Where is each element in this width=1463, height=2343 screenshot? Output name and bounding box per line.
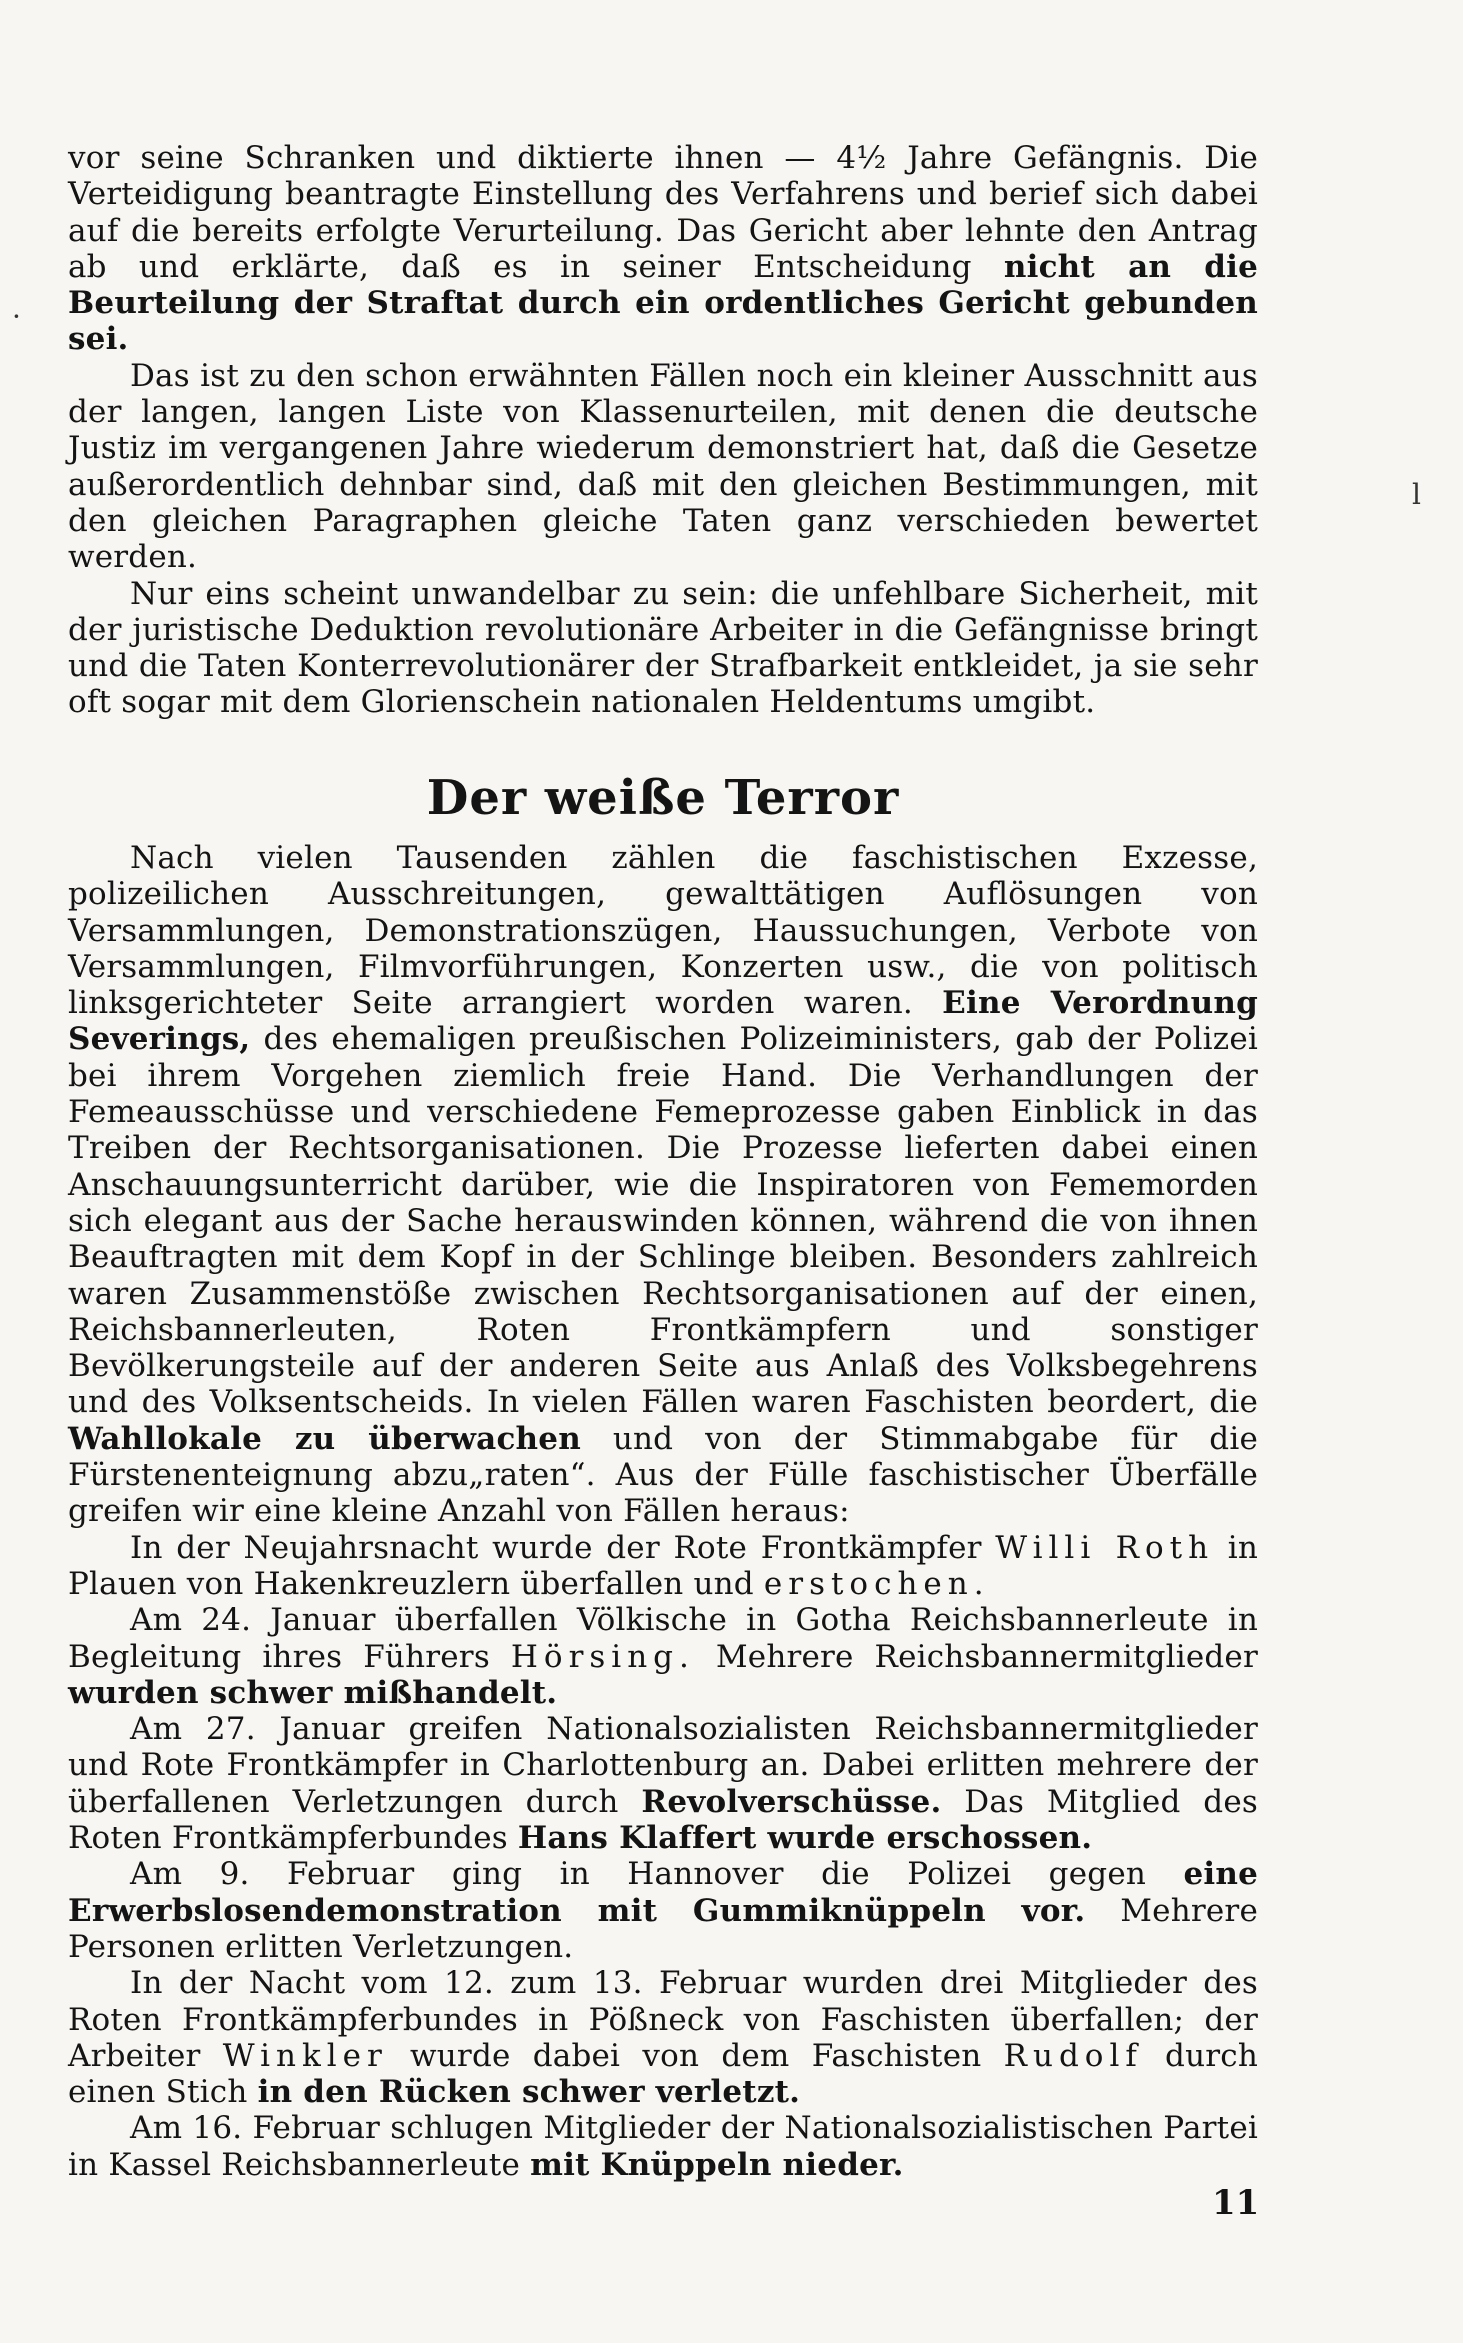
page-number: 11 [1212, 2183, 1260, 2223]
person-name: Rudolf [1003, 2037, 1143, 2074]
text-span: Mehrere Personen erlitten Verletzungen. [68, 1892, 1258, 1965]
text-span: und von der Stimmabgabe für die Fürstenenteignung abzu„raten“. Aus der Fülle faschistischer Überfälle greifen wir eine kleine Anzahl von Fällen heraus: [68, 1420, 1258, 1530]
text-span: Am 9. Februar ging in Hannover die Polizei gegen [130, 1856, 1184, 1893]
text-span: wurde dabei von dem Faschisten [387, 2037, 1004, 2074]
emphasis-span: nicht an die Beurteilung der Straftat durch ein ordentliches Gericht gebunden sei. [68, 248, 1258, 358]
text-span: In der Neujahrsnacht wurde der Rote Frontkämpfer [130, 1529, 996, 1566]
emphasis-span: Wahllokale zu überwachen [68, 1420, 581, 1457]
emphasis-span: eine Erwerbslosendemonstration mit Gummiknüppeln vor. [68, 1856, 1258, 1929]
emphasis-span: mit Knüppeln nieder. [530, 2146, 904, 2183]
incident-paragraph-6 [68, 2110, 1258, 2183]
margin-dot-icon: · [12, 300, 21, 333]
person-name: Winkler [222, 2037, 388, 2074]
margin-mark-icon: ⅼ [1412, 478, 1421, 511]
incident-paragraph-4 [68, 1856, 1258, 1965]
text-span: In der Nacht vom 12. zum 13. Februar wurden drei Mitglieder des Roten Frontkämpferbundes in Pößneck von Faschisten überfallen; der Arbeiter [68, 1965, 1258, 2074]
incident-paragraph-1 [68, 1530, 1258, 1603]
text-span: Am 16. Februar schlugen Mitglieder der Nationalsozialistischen Partei in Kassel Reichsbannerleute [68, 2110, 1258, 2183]
text-span: durch einen Stich [68, 2037, 1259, 2111]
text-span: Nach vielen Tausenden zählen die faschistischen Exzesse, polizeilichen Ausschreitungen, gewalttätigen Auflösungen von Versammlungen, Demonstrationszügen, Haussuchungen, Verbote von Versammlungen, Filmvorführungen, Konzerten usw., die von politisch linksgerichteter Seite arrangiert worden waren. [68, 840, 1258, 1022]
emphasis-span: in den Rücken schwer verletzt. [257, 2074, 801, 2111]
section-heading: Der weiße Terror [426, 770, 900, 826]
emphasis-span: Revolverschüsse. [641, 1783, 942, 1820]
emphasis-span: erstochen. [763, 1565, 990, 1602]
section-white-terror [68, 840, 1258, 2183]
incident-paragraph-2 [68, 1602, 1258, 1711]
paragraph-class-justice: Das ist zu den schon erwähnten Fällen noch ein kleiner Ausschnitt aus der langen, langen Liste von Klassenurteilen, mit denen die deutsche Justiz im vergangenen Jahre wiederum demonstriert hat, daß die Gesetze außerordentlich dehnbar sind, daß mit den gleichen Bestimmungen, mit den gleichen Paragraphen gleiche Taten ganz verschieden bewertet werden. [68, 357, 1258, 576]
emphasis-span: Hans Klaffert wurde erschossen. [517, 1820, 1093, 1857]
paragraph-verdict [68, 140, 1258, 358]
incident-paragraph-5 [68, 1965, 1258, 2110]
incident-paragraph-3 [68, 1711, 1258, 1856]
text-span: Das Mitglied des Roten Frontkämpferbundes [68, 1783, 1258, 1857]
person-name: Willi Roth [995, 1529, 1215, 1566]
emphasis-span: Eine Verordnung Severings, [68, 985, 1258, 1058]
text-span: Am 24. Januar überfallen Völkische in Gotha Reichsbannerleute in Begleitung ihres Führers [68, 1602, 1258, 1675]
text-span: in Plauen von Hakenkreuzlern überfallen und [68, 1529, 1258, 1602]
text-span: des ehemaligen preußischen Polizeiministers, gab der Polizei bei ihrem Vorgehen ziemlich freie Hand. Die Verhandlungen der Femeausschüsse und verschiedene Femeprozesse gaben Einblick in das Treiben der Rechtsorganisationen. Die Prozesse lieferten dabei einen Anschauungsunterricht darüber, wie die Inspiratoren von Fememorden sich elegant aus der Sache herauswinden können, während die von ihnen Beauftragten mit dem Kopf in der Schlinge bleiben. Besonders zahlreich waren Zusammenstöße zwischen Rechtsorganisationen auf der einen, Reichsbannerleuten, Roten Frontkämpfern und sonstiger Bevölkerungsteile auf der anderen Seite aus Anlaß des Volksbegehrens und des Volksentscheids. In vielen Fällen waren Faschisten beordert, die [68, 1021, 1258, 1421]
text-span: vor seine Schranken und diktierte ihnen — 4½ Jahre Gefängnis. Die Verteidigung beantragte Einstellung des Verfahrens und berief sich dabei auf die bereits erfolgte Verurteilung. Das Gericht aber lehnte den Antrag ab und erklärte, daß es in seiner Entscheidung [68, 140, 1258, 285]
person-name: Hörsing. [510, 1638, 695, 1675]
emphasis-span: wurden schwer mißhandelt. [68, 1674, 558, 1711]
paragraph-intro [68, 840, 1258, 1530]
paragraph-unchangeable: Nur eins scheint unwandelbar zu sein: die unfehlbare Sicherheit, mit der juristische Deduktion revolutionäre Arbeiter in die Gefängnisse bringt und die Taten Konterrevolutionärer der Strafbarkeit entkleidet, ja sie sehr oft sogar mit dem Glorienschein nationalen Heldentums umgibt. [68, 575, 1258, 721]
text-span: Mehrere Reichsbannermitglieder [694, 1638, 1258, 1675]
text-span: Am 27. Januar greifen Nationalsozialisten Reichsbannermitglieder und Rote Frontkämpfer in Charlottenburg an. Dabei erlitten mehrere der überfallenen Verletzungen durch [68, 1711, 1258, 1820]
document-page [68, 140, 1259, 2183]
